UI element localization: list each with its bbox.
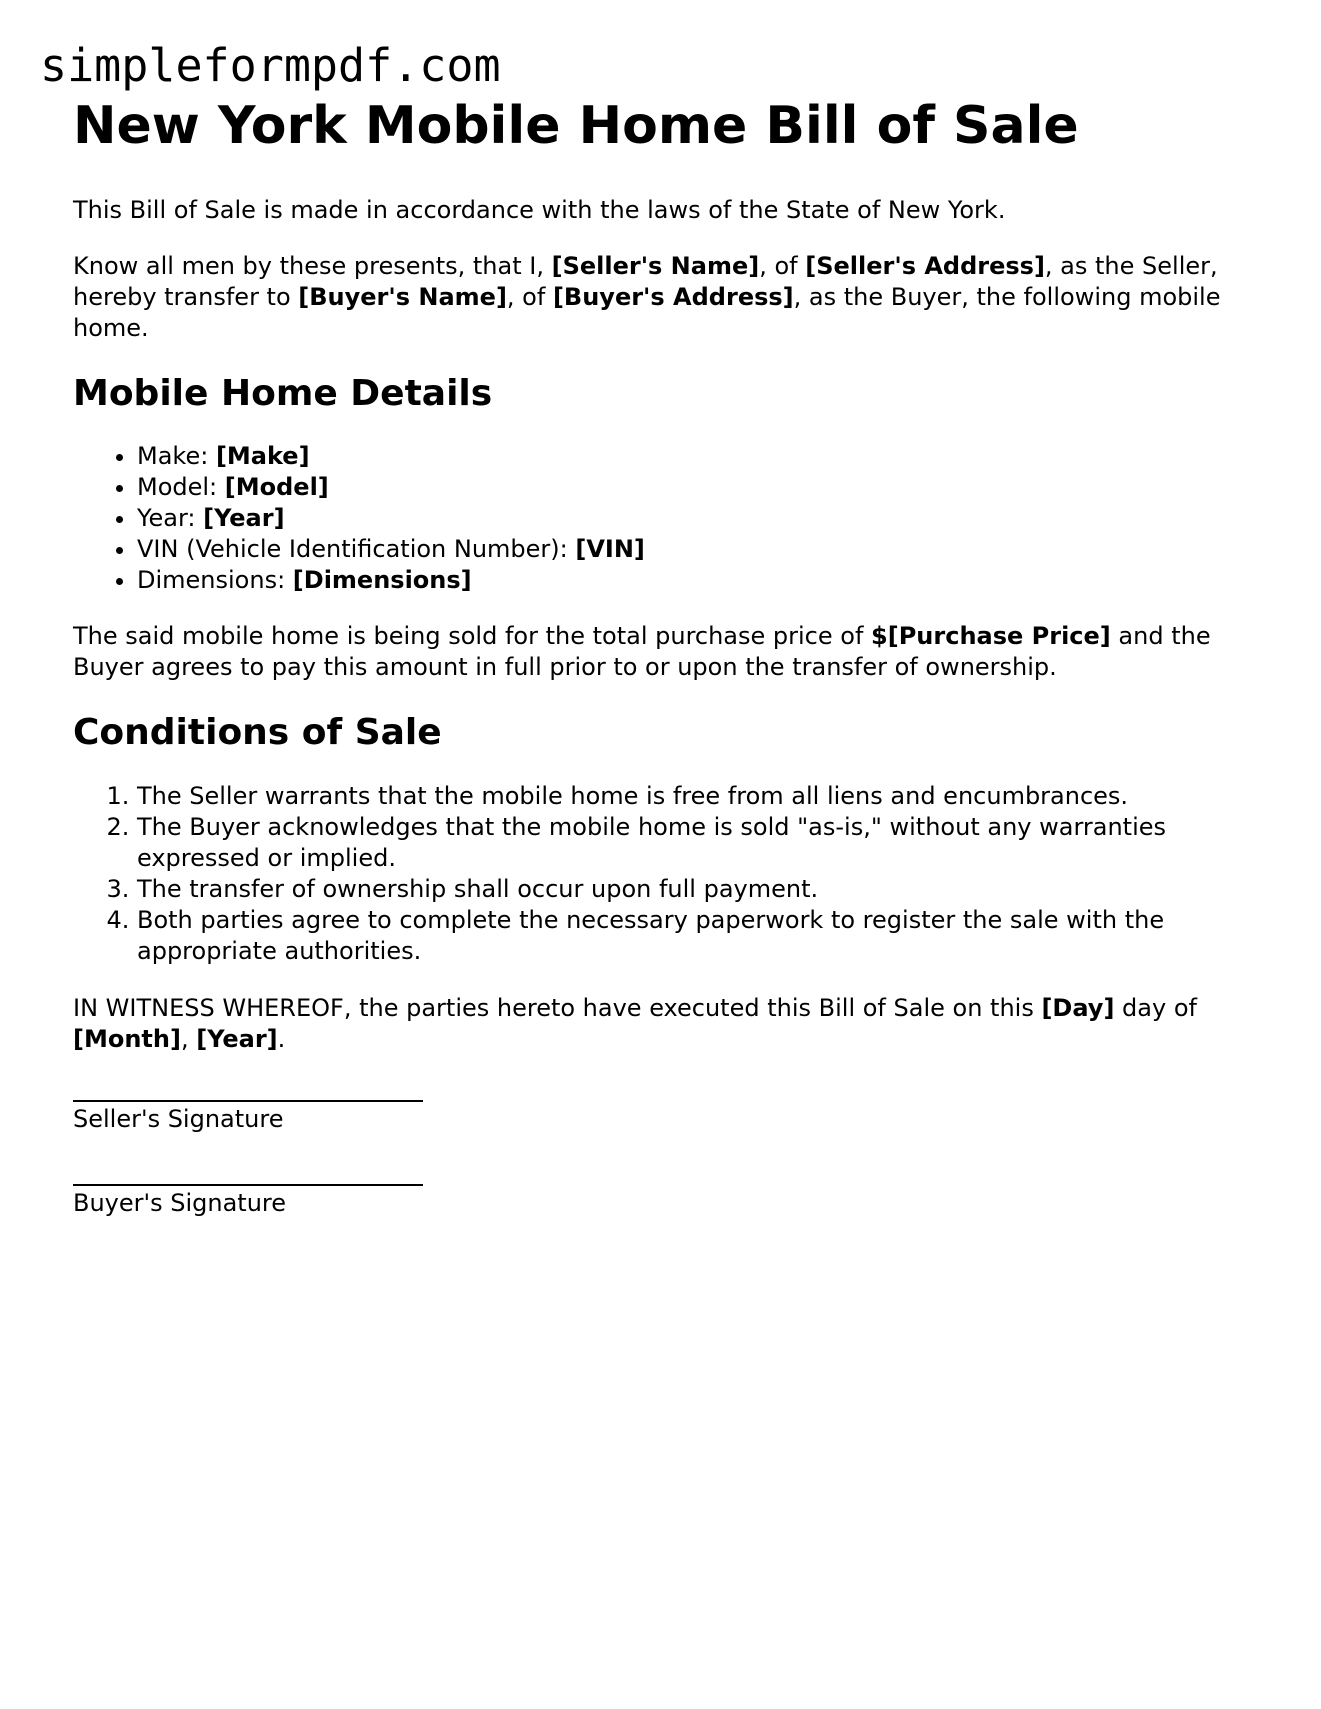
watermark: simpleformpdf.com — [40, 39, 501, 92]
buyer-signature-label: Buyer's Signature — [73, 1189, 287, 1217]
list-item — [137, 565, 1253, 596]
price-paragraph — [73, 621, 1253, 683]
witness-text: . — [277, 1025, 286, 1053]
list-item — [137, 503, 1253, 534]
transfer-text: Know all men by these presents, that I, — [73, 252, 552, 280]
detail-label: Dimensions: — [137, 566, 293, 594]
detail-value-model: [Model] — [224, 473, 329, 501]
witness-paragraph — [73, 993, 1253, 1055]
list-item — [137, 472, 1253, 503]
seller-name-field: [Seller's Name] — [551, 252, 760, 280]
buyer-signature-block — [73, 1170, 1253, 1219]
details-heading: Mobile Home Details — [73, 373, 493, 414]
month-field: [Month] — [73, 1025, 181, 1053]
document-title: New York Mobile Home Bill of Sale — [73, 96, 1079, 156]
list-item: 2. The Buyer acknowledges that the mobile home is sold "as-is," without any warranties expressed or implied. — [137, 812, 1253, 874]
seller-signature-label: Seller's Signature — [73, 1105, 284, 1133]
witness-text: IN WITNESS WHEREOF, the parties hereto have executed this Bill of Sale on this — [73, 994, 1042, 1022]
transfer-text: , of — [759, 252, 806, 280]
list-item: 4. Both parties agree to complete the necessary paperwork to register the sale with the appropriate authorities. — [137, 905, 1253, 967]
detail-value-dimensions: [Dimensions] — [292, 566, 472, 594]
transfer-text: , as the Buyer, the following mobile home. — [73, 283, 1221, 342]
price-text: The said mobile home is being sold for the total purchase price of — [73, 622, 872, 650]
details-list — [73, 441, 1253, 596]
intro-paragraph: This Bill of Sale is made in accordance with the laws of the State of New York. — [73, 196, 1006, 224]
year-field: [Year] — [196, 1025, 278, 1053]
purchase-price-field: $[Purchase Price] — [871, 622, 1111, 650]
day-field: [Day] — [1041, 994, 1115, 1022]
detail-label: VIN (Vehicle Identification Number): — [137, 535, 576, 563]
witness-text: day of — [1114, 994, 1197, 1022]
detail-value-vin: [VIN] — [575, 535, 645, 563]
detail-value-year: [Year] — [203, 504, 285, 532]
detail-value-make: [Make] — [215, 442, 310, 470]
list-item: 1. The Seller warrants that the mobile home is free from all liens and encumbrances. — [137, 781, 1253, 812]
seller-signature-block — [73, 1086, 1253, 1135]
detail-label: Year: — [137, 504, 204, 532]
transfer-paragraph — [73, 251, 1253, 344]
seller-signature-line — [73, 1086, 423, 1102]
list-item — [137, 534, 1253, 565]
list-item — [137, 441, 1253, 472]
buyer-signature-line — [73, 1170, 423, 1186]
detail-label: Model: — [137, 473, 225, 501]
conditions-list — [73, 781, 1253, 967]
list-item: 3. The transfer of ownership shall occur upon full payment. — [137, 874, 1253, 905]
seller-address-field: [Seller's Address] — [805, 252, 1045, 280]
witness-text: , — [180, 1025, 197, 1053]
transfer-text: , as the Seller, hereby transfer to — [73, 252, 1218, 311]
document — [73, 91, 1253, 1219]
conditions-heading: Conditions of Sale — [73, 712, 442, 753]
buyer-name-field: [Buyer's Name] — [298, 283, 507, 311]
buyer-address-field: [Buyer's Address] — [552, 283, 794, 311]
price-text: and the Buyer agrees to pay this amount in full prior to or upon the transfer of ownership. — [73, 622, 1211, 681]
transfer-text: , of — [506, 283, 553, 311]
detail-label: Make: — [137, 442, 216, 470]
